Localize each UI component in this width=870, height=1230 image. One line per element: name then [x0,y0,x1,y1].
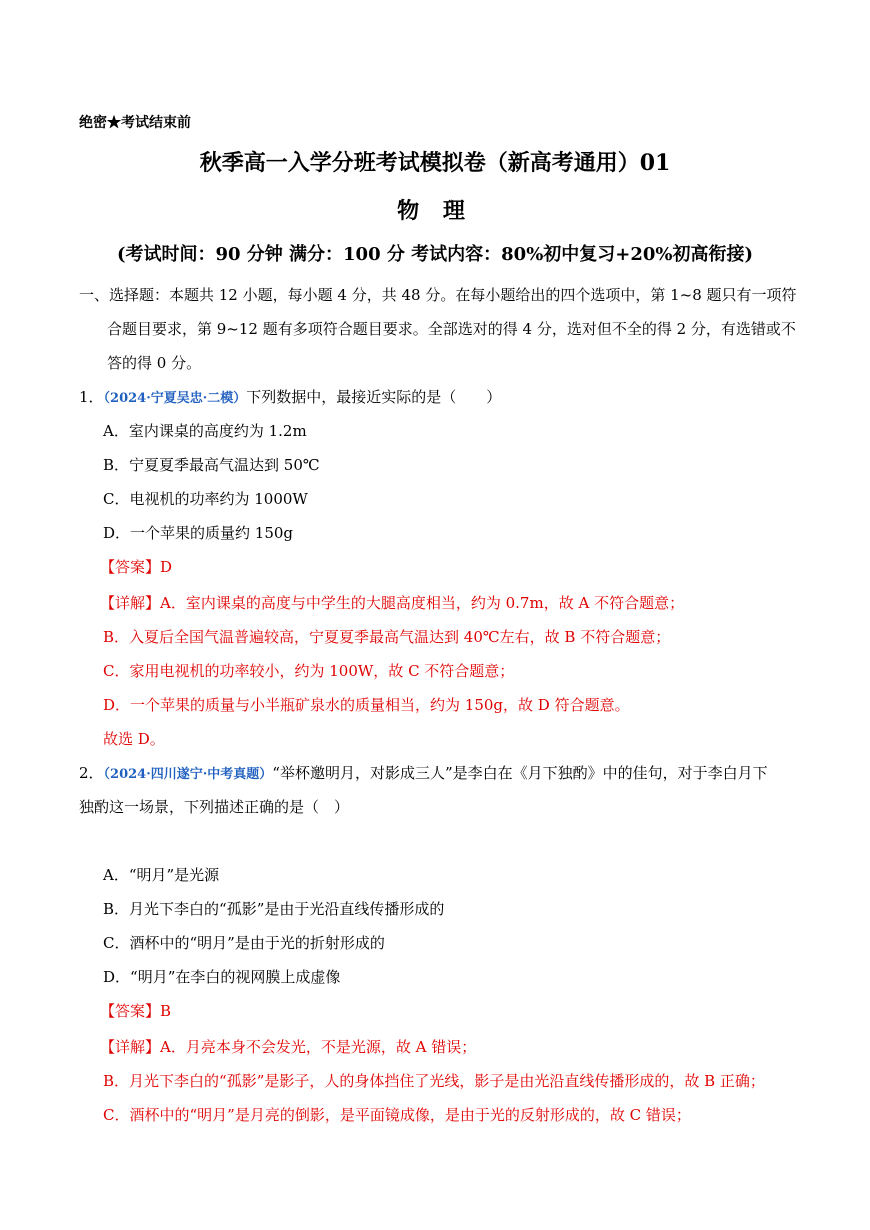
q1-conclusion: 故选 D。 [103,730,165,748]
q1-detail-a [100,592,684,613]
exam-title: 秋季高一入学分班考试模拟卷（新高考通用）01 [199,150,671,176]
q2-detail-b: B．月光下李白的“孤影”是影子，人的身体挡住了光线，影子是由光沿直线传播形成的，故 B 正确； [103,1072,765,1090]
q1-detail-d: D．一个苹果的质量与小半瓶矿泉水的质量相当，约为 150g，故 D 符合题意。 [103,696,630,714]
question-source: （2024·四川遂宁·中考真题） [103,767,273,782]
q2-option-c: C．酒杯中的“明月”是由于光的折射形成的 [103,934,385,952]
q1-detail-c: C．家用电视机的功率较小，约为 100W，故 C 不符合题意； [103,662,515,680]
detail-tag: 【详解】 [100,1038,161,1056]
confidential-mark: 绝密★考试结束前 [79,115,191,131]
subject-title: 物 理 [397,198,473,224]
detail-text: A．月亮本身不会发光，不是光源，故 A 错误； [160,1038,477,1056]
question-2-stem-line-2: 独酌这一场景，下列描述正确的是（ ） [79,798,350,816]
section-heading-line-1: 一、选择题：本题共 12 小题，每小题 4 分，共 48 分。在每小题给出的四个选项中，第 1~8 题只有一项符 [79,286,797,304]
answer-tag: 【答案】 [100,558,161,576]
exam-info: (考试时间：90 分钟 满分：100 分 考试内容：80%初中复习+20%初高衔接) [116,244,754,265]
question-source: （2024·宁夏吴忠·二模） [103,391,247,406]
question-text: “举杯邀明月，对影成三人”是李白在《月下独酌》中的佳句，对于李白月下 [272,764,768,782]
q1-detail-b: B．入夏后全国气温普遍较高，宁夏夏季最高气温达到 40℃左右，故 B 不符合题意； [103,628,671,646]
answer-tag: 【答案】 [100,1002,161,1020]
question-1-stem [79,386,501,407]
q1-option-d: D．一个苹果的质量约 150g [103,524,294,542]
q2-detail-a [100,1036,476,1057]
section-heading-line-3: 答的得 0 分。 [107,354,202,372]
q2-option-a: A．“明月”是光源 [103,866,220,884]
q2-option-b: B．月光下李白的“孤影”是由于光沿直线传播形成的 [103,900,445,918]
question-2-stem-line-1 [79,762,768,783]
answer-value: D [160,558,173,576]
detail-text: A．室内课桌的高度与中学生的大腿高度相当，约为 0.7m，故 A 不符合题意； [160,594,685,612]
question-number: 2． [79,764,104,782]
q1-answer [100,556,172,577]
q2-option-d: D．“明月”在李白的视网膜上成虚像 [103,968,341,986]
section-heading-line-2: 合题目要求，第 9~12 题有多项符合题目要求。全部选对的得 4 分，选对但不全的得 2 分，有选错或不 [107,320,796,338]
detail-tag: 【详解】 [100,594,161,612]
q2-detail-c: C．酒杯中的“明月”是月亮的倒影，是平面镜成像，是由于光的反射形成的，故 C 错误； [103,1106,691,1124]
q1-option-b: B．宁夏夏季最高气温达到 50℃ [103,456,320,474]
q1-option-a: A．室内课桌的高度约为 1.2m [103,422,307,440]
question-number: 1． [79,388,104,406]
q2-answer [100,1000,171,1021]
q1-option-c: C．电视机的功率约为 1000W [103,490,308,508]
question-text: 下列数据中，最接近实际的是（ ） [246,388,502,406]
answer-value: B [160,1002,172,1020]
